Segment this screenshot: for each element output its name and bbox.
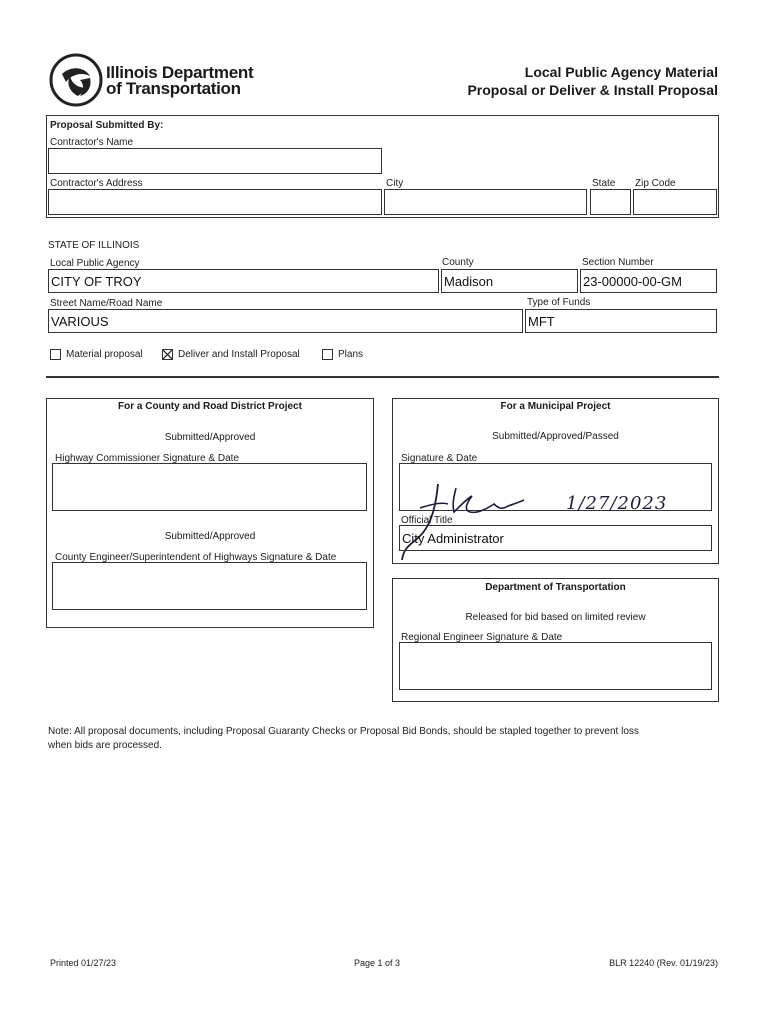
material-proposal-label: Material proposal bbox=[66, 349, 143, 360]
contractor-name-label: Contractor's Name bbox=[50, 137, 134, 148]
regional-engineer-sig-field[interactable] bbox=[399, 642, 712, 690]
contractor-address-label: Contractor's Address bbox=[50, 178, 143, 189]
form-id: BLR 12240 (Rev. 01/19/23) bbox=[609, 958, 718, 968]
section-divider bbox=[46, 376, 719, 378]
county-submitted-label-1: Submitted/Approved bbox=[164, 432, 256, 443]
street-name-value: VARIOUS bbox=[51, 314, 109, 329]
street-name-label: Street Name/Road Name bbox=[50, 298, 163, 309]
plans-checkbox[interactable] bbox=[322, 349, 333, 360]
printed-date: Printed 01/27/23 bbox=[50, 958, 117, 968]
county-submitted-label-2: Submitted/Approved bbox=[164, 531, 256, 542]
state-label: State bbox=[592, 178, 616, 189]
page-number: Page 1 of 3 bbox=[354, 958, 401, 968]
section-number-value: 23-00000-00-GM bbox=[583, 274, 682, 289]
proposal-submitted-by-label: Proposal Submitted By: bbox=[50, 120, 164, 131]
state-of-illinois-heading: STATE OF ILLINOIS bbox=[48, 240, 140, 251]
dot-released-label: Released for bid based on limited review bbox=[465, 612, 646, 623]
county-field[interactable] bbox=[441, 269, 578, 293]
city-field[interactable] bbox=[384, 189, 587, 215]
highway-commissioner-sig-field[interactable] bbox=[52, 463, 367, 511]
plans-label: Plans bbox=[338, 349, 364, 360]
checkbox-x-icon bbox=[163, 350, 172, 359]
municipal-submitted-label: Submitted/Approved/Passed bbox=[492, 431, 619, 442]
deliver-install-label: Deliver and Install Proposal bbox=[178, 349, 300, 360]
contractor-address-field[interactable] bbox=[48, 189, 382, 215]
municipal-sig-label: Signature & Date bbox=[401, 453, 478, 464]
contractor-name-field[interactable] bbox=[48, 148, 382, 174]
type-of-funds-field[interactable] bbox=[525, 309, 717, 333]
idot-logo-icon bbox=[48, 52, 104, 108]
county-value: Madison bbox=[444, 274, 494, 289]
county-label: County bbox=[442, 257, 474, 268]
county-panel-title: For a County and Road District Project bbox=[118, 401, 302, 412]
material-proposal-checkbox[interactable] bbox=[50, 349, 61, 360]
local-public-agency-field[interactable] bbox=[48, 269, 439, 293]
zip-code-label: Zip Code bbox=[635, 178, 676, 189]
street-name-field[interactable] bbox=[48, 309, 523, 333]
official-title-label: Official Title bbox=[401, 515, 453, 526]
note-line-2: when bids are processed. bbox=[48, 740, 162, 751]
agency-name-line1: Illinois Department bbox=[106, 63, 254, 82]
local-public-agency-value: CITY OF TROY bbox=[51, 274, 142, 289]
zip-code-field[interactable] bbox=[633, 189, 717, 215]
section-number-field[interactable] bbox=[580, 269, 717, 293]
type-of-funds-label: Type of Funds bbox=[527, 297, 591, 308]
state-field[interactable] bbox=[590, 189, 631, 215]
note-line-1: Note: All proposal documents, including Proposal Guaranty Checks or Proposal Bid Bonds, should be stapled together to prevent loss bbox=[48, 726, 639, 737]
agency-name-line2: of Transportation bbox=[106, 79, 241, 98]
official-title-field[interactable] bbox=[399, 525, 712, 551]
highway-commissioner-sig-label: Highway Commissioner Signature & Date bbox=[55, 453, 239, 464]
county-engineer-sig-field[interactable] bbox=[52, 562, 367, 610]
municipal-signature-date: 1/27/2023 bbox=[566, 493, 668, 514]
regional-engineer-sig-label: Regional Engineer Signature & Date bbox=[401, 632, 563, 643]
county-engineer-sig-label: County Engineer/Superintendent of Highways Signature & Date bbox=[55, 552, 337, 563]
deliver-install-checkbox[interactable] bbox=[162, 349, 173, 360]
official-title-value: City Administrator bbox=[402, 531, 504, 546]
form-title-line2: Proposal or Deliver & Install Proposal bbox=[467, 82, 718, 98]
section-number-label: Section Number bbox=[582, 257, 654, 268]
local-public-agency-label: Local Public Agency bbox=[50, 258, 140, 269]
form-title-line1: Local Public Agency Material bbox=[524, 64, 718, 80]
dot-panel-title: Department of Transportation bbox=[485, 582, 626, 593]
municipal-panel-title: For a Municipal Project bbox=[500, 401, 611, 412]
city-label: City bbox=[386, 178, 404, 189]
type-of-funds-value: MFT bbox=[528, 314, 555, 329]
